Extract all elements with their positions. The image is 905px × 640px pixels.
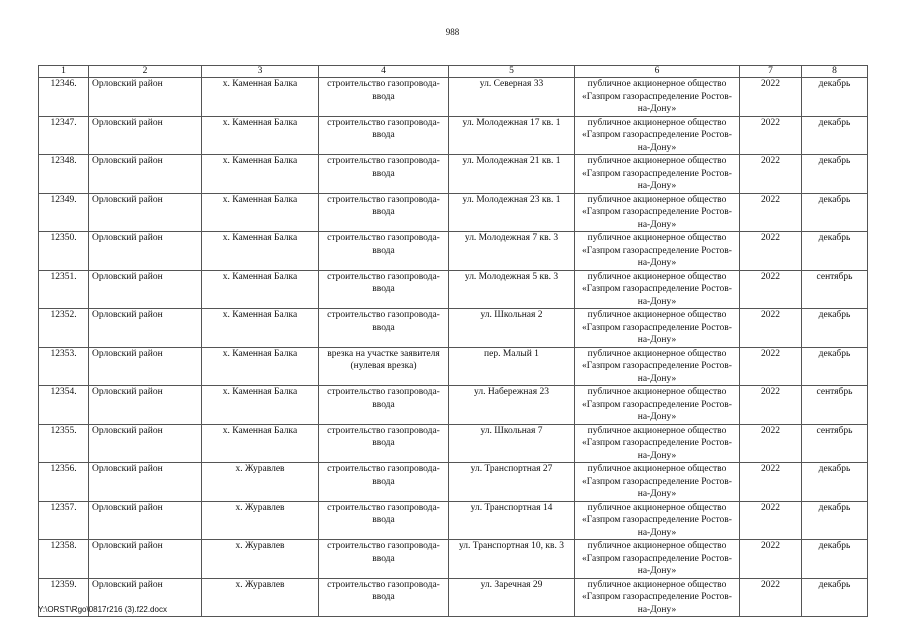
address-cell: ул. Молодежная 17 кв. 1 (449, 116, 575, 155)
month-cell: декабрь (802, 78, 868, 117)
district-cell: Орловский район (89, 540, 202, 579)
row-number: 12357. (39, 501, 89, 540)
row-number: 12356. (39, 463, 89, 502)
organization-cell: публичное акционерное общество «Газпром газораспределение Ростов-на-Дону» (575, 463, 740, 502)
address-cell: ул. Заречная 29 (449, 578, 575, 617)
address-cell: пер. Малый 1 (449, 347, 575, 386)
organization-cell: публичное акционерное общество «Газпром газораспределение Ростов-на-Дону» (575, 270, 740, 309)
table-row (39, 193, 868, 232)
col-header-4: 4 (319, 66, 449, 78)
year-cell: 2022 (740, 232, 802, 271)
address-cell: ул. Набережная 23 (449, 386, 575, 425)
page-number: 988 (445, 27, 460, 37)
address-cell: ул. Молодежная 23 кв. 1 (449, 193, 575, 232)
table-row (39, 270, 868, 309)
settlement-cell: х. Журавлев (202, 501, 319, 540)
month-cell: декабрь (802, 155, 868, 194)
table-row (39, 347, 868, 386)
table-row (39, 155, 868, 194)
work-type-cell: строительство газопровода-ввода (319, 116, 449, 155)
col-header-6: 6 (575, 66, 740, 78)
month-cell: декабрь (802, 309, 868, 348)
district-cell: Орловский район (89, 424, 202, 463)
month-cell: сентябрь (802, 270, 868, 309)
year-cell: 2022 (740, 78, 802, 117)
row-number: 12353. (39, 347, 89, 386)
settlement-cell: х. Каменная Балка (202, 116, 319, 155)
work-type-cell: строительство газопровода-ввода (319, 309, 449, 348)
col-header-2: 2 (89, 66, 202, 78)
year-cell: 2022 (740, 270, 802, 309)
organization-cell: публичное акционерное общество «Газпром газораспределение Ростов-на-Дону» (575, 386, 740, 425)
year-cell: 2022 (740, 386, 802, 425)
address-cell: ул. Школьная 7 (449, 424, 575, 463)
work-type-cell: строительство газопровода-ввода (319, 501, 449, 540)
row-number: 12348. (39, 155, 89, 194)
row-number: 12352. (39, 309, 89, 348)
organization-cell: публичное акционерное общество «Газпром газораспределение Ростов-на-Дону» (575, 232, 740, 271)
district-cell: Орловский район (89, 155, 202, 194)
row-number: 12349. (39, 193, 89, 232)
settlement-cell: х. Каменная Балка (202, 309, 319, 348)
work-type-cell: строительство газопровода-ввода (319, 78, 449, 117)
organization-cell: публичное акционерное общество «Газпром газораспределение Ростов-на-Дону» (575, 501, 740, 540)
settlement-cell: х. Каменная Балка (202, 347, 319, 386)
work-type-cell: строительство газопровода-ввода (319, 386, 449, 425)
organization-cell: публичное акционерное общество «Газпром газораспределение Ростов-на-Дону» (575, 309, 740, 348)
year-cell: 2022 (740, 347, 802, 386)
column-number-row (39, 66, 868, 78)
organization-cell: публичное акционерное общество «Газпром газораспределение Ростов-на-Дону» (575, 578, 740, 617)
month-cell: декабрь (802, 232, 868, 271)
organization-cell: публичное акционерное общество «Газпром газораспределение Ростов-на-Дону» (575, 155, 740, 194)
row-number: 12346. (39, 78, 89, 117)
month-cell: декабрь (802, 578, 868, 617)
district-cell: Орловский район (89, 463, 202, 502)
year-cell: 2022 (740, 193, 802, 232)
col-header-5: 5 (449, 66, 575, 78)
row-number: 12355. (39, 424, 89, 463)
district-cell: Орловский район (89, 386, 202, 425)
settlement-cell: х. Каменная Балка (202, 193, 319, 232)
district-cell: Орловский район (89, 578, 202, 617)
table-row (39, 386, 868, 425)
table-row (39, 424, 868, 463)
work-type-cell: врезка на участке заявителя (нулевая врезка) (319, 347, 449, 386)
row-number: 12359. (39, 578, 89, 617)
settlement-cell: х. Каменная Балка (202, 424, 319, 463)
address-cell: ул. Молодежная 7 кв. 3 (449, 232, 575, 271)
month-cell: декабрь (802, 347, 868, 386)
district-cell: Орловский район (89, 193, 202, 232)
table-row (39, 540, 868, 579)
district-cell: Орловский район (89, 270, 202, 309)
settlement-cell: х. Каменная Балка (202, 386, 319, 425)
work-type-cell: строительство газопровода-ввода (319, 193, 449, 232)
month-cell: сентябрь (802, 424, 868, 463)
month-cell: декабрь (802, 501, 868, 540)
settlement-cell: х. Каменная Балка (202, 270, 319, 309)
organization-cell: публичное акционерное общество «Газпром газораспределение Ростов-на-Дону» (575, 116, 740, 155)
organization-cell: публичное акционерное общество «Газпром газораспределение Ростов-на-Дону» (575, 193, 740, 232)
month-cell: декабрь (802, 193, 868, 232)
year-cell: 2022 (740, 309, 802, 348)
row-number: 12351. (39, 270, 89, 309)
work-type-cell: строительство газопровода-ввода (319, 463, 449, 502)
organization-cell: публичное акционерное общество «Газпром газораспределение Ростов-на-Дону» (575, 347, 740, 386)
work-type-cell: строительство газопровода-ввода (319, 232, 449, 271)
col-header-1: 1 (39, 66, 89, 78)
settlement-cell: х. Журавлев (202, 578, 319, 617)
address-cell: ул. Транспортная 27 (449, 463, 575, 502)
address-cell: ул. Северная 33 (449, 78, 575, 117)
district-cell: Орловский район (89, 347, 202, 386)
col-header-3: 3 (202, 66, 319, 78)
settlement-cell: х. Журавлев (202, 540, 319, 579)
table-row (39, 232, 868, 271)
district-cell: Орловский район (89, 78, 202, 117)
row-number: 12358. (39, 540, 89, 579)
col-header-8: 8 (802, 66, 868, 78)
table-row (39, 463, 868, 502)
table-row (39, 501, 868, 540)
address-cell: ул. Молодежная 5 кв. 3 (449, 270, 575, 309)
work-type-cell: строительство газопровода-ввода (319, 578, 449, 617)
year-cell: 2022 (740, 540, 802, 579)
settlement-cell: х. Журавлев (202, 463, 319, 502)
row-number: 12350. (39, 232, 89, 271)
year-cell: 2022 (740, 578, 802, 617)
work-type-cell: строительство газопровода-ввода (319, 540, 449, 579)
work-type-cell: строительство газопровода-ввода (319, 424, 449, 463)
month-cell: декабрь (802, 463, 868, 502)
settlement-cell: х. Каменная Балка (202, 232, 319, 271)
year-cell: 2022 (740, 424, 802, 463)
address-cell: ул. Школьная 2 (449, 309, 575, 348)
row-number: 12354. (39, 386, 89, 425)
district-cell: Орловский район (89, 501, 202, 540)
file-path-footer: Y:\ORST\Rgo\0817r216 (3).f22.docx (38, 605, 167, 614)
address-cell: ул. Транспортная 10, кв. 3 (449, 540, 575, 579)
work-type-cell: строительство газопровода-ввода (319, 270, 449, 309)
district-cell: Орловский район (89, 116, 202, 155)
organization-cell: публичное акционерное общество «Газпром газораспределение Ростов-на-Дону» (575, 540, 740, 579)
table-row (39, 309, 868, 348)
organization-cell: публичное акционерное общество «Газпром газораспределение Ростов-на-Дону» (575, 78, 740, 117)
table-row (39, 78, 868, 117)
address-cell: ул. Молодежная 21 кв. 1 (449, 155, 575, 194)
organization-cell: публичное акционерное общество «Газпром газораспределение Ростов-на-Дону» (575, 424, 740, 463)
month-cell: декабрь (802, 540, 868, 579)
table-body (39, 78, 868, 617)
year-cell: 2022 (740, 463, 802, 502)
settlement-cell: х. Каменная Балка (202, 155, 319, 194)
year-cell: 2022 (740, 155, 802, 194)
work-type-cell: строительство газопровода-ввода (319, 155, 449, 194)
district-cell: Орловский район (89, 309, 202, 348)
settlement-cell: х. Каменная Балка (202, 78, 319, 117)
district-cell: Орловский район (89, 232, 202, 271)
month-cell: сентябрь (802, 386, 868, 425)
year-cell: 2022 (740, 501, 802, 540)
address-cell: ул. Транспортная 14 (449, 501, 575, 540)
table-row (39, 116, 868, 155)
col-header-7: 7 (740, 66, 802, 78)
gasification-table (38, 65, 868, 617)
month-cell: декабрь (802, 116, 868, 155)
row-number: 12347. (39, 116, 89, 155)
year-cell: 2022 (740, 116, 802, 155)
